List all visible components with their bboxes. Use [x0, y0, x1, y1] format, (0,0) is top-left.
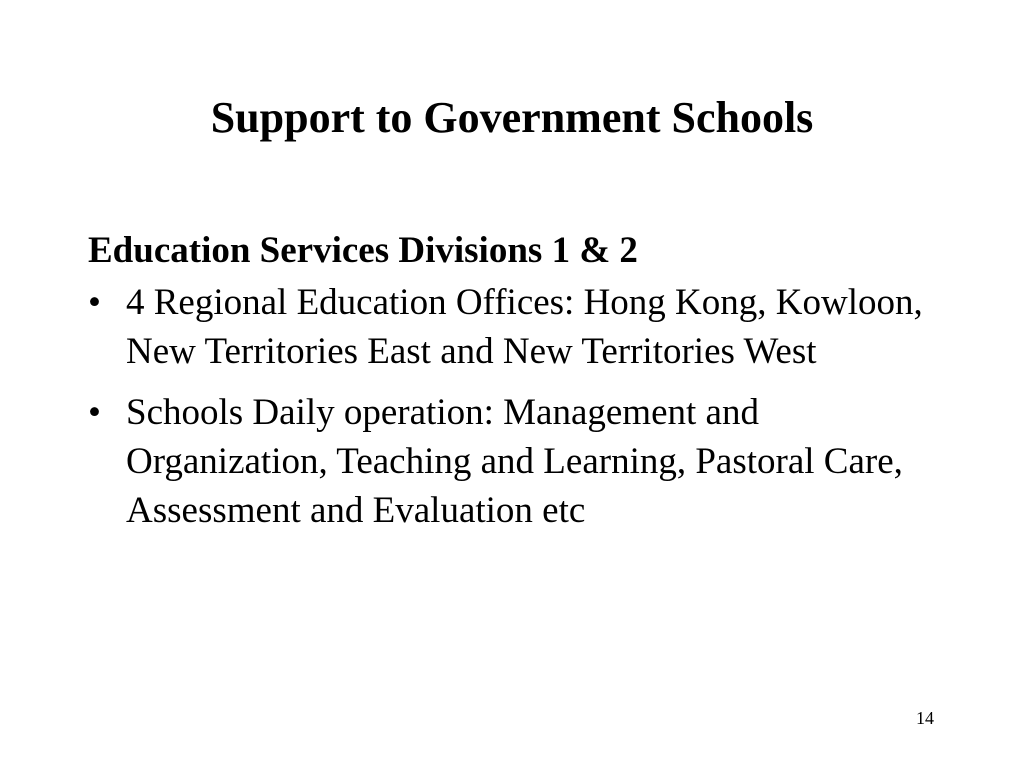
slide-title: Support to Government Schools [210, 93, 814, 142]
bullet-list [88, 278, 948, 535]
section-heading: Education Services Divisions 1 & 2 [88, 230, 638, 271]
page-number: 14 [916, 708, 934, 728]
bullet-item [88, 278, 948, 376]
bullet-icon: • [88, 282, 101, 323]
slide-body [88, 226, 948, 547]
bullet-icon: • [88, 392, 101, 433]
bullet-item [88, 388, 948, 535]
bullet-text: Schools Daily operation: Management and Organization, Teaching and Learning, Pastoral Care, Assessment and Evaluation etc [126, 392, 903, 531]
bullet-text: 4 Regional Education Offices: Hong Kong, Kowloon, New Territories East and New Territories West [126, 282, 923, 372]
